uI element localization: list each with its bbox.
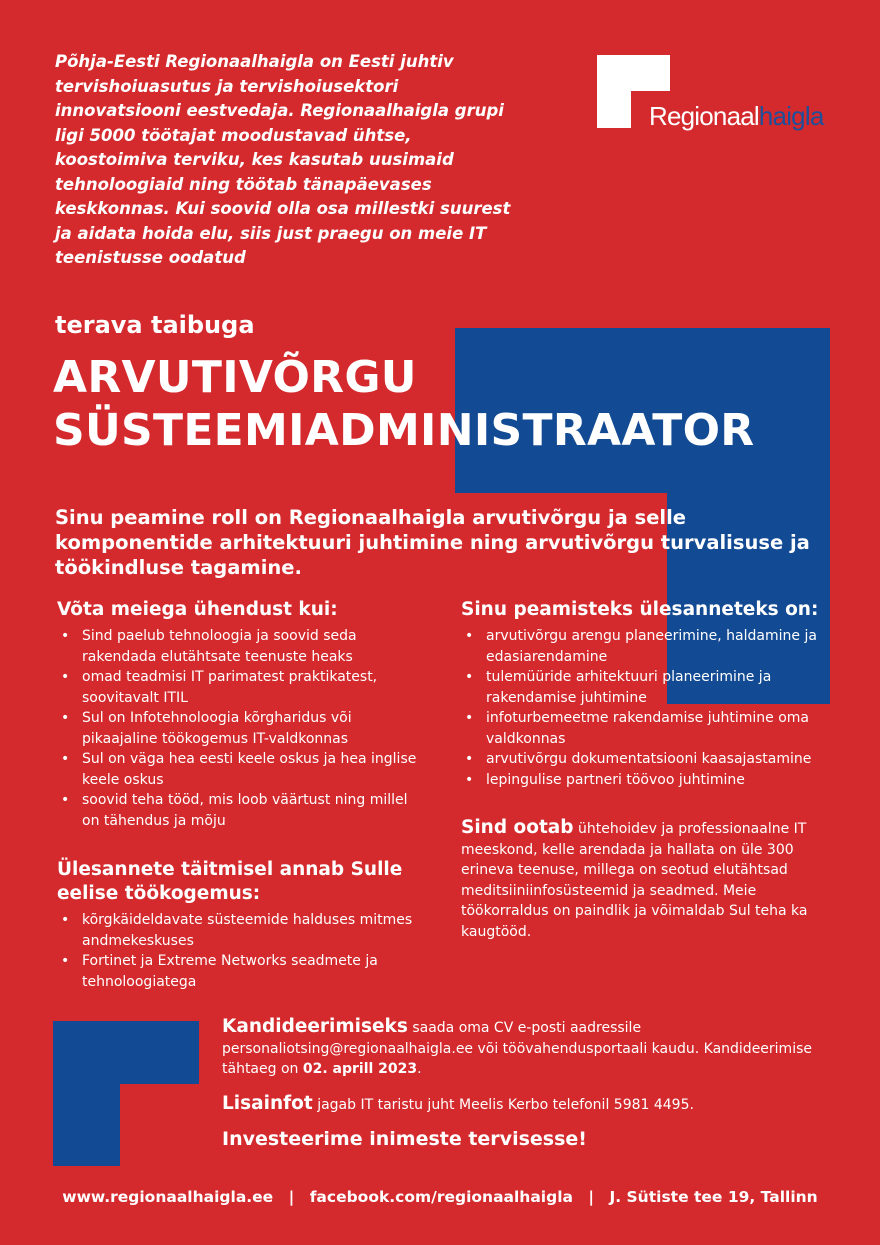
list-item: • Sind paelub tehnoloogia ja soovid seda rakendada elutähtsate teenuste heaks <box>82 626 427 667</box>
advantage-section <box>57 858 427 992</box>
offer-section <box>461 818 836 942</box>
contact-list <box>57 626 427 831</box>
list-item: • Fortinet ja Extreme Networks seadmete ja tehnoloogiatega <box>82 951 427 992</box>
apply-lead: Kandideerimiseks <box>222 1016 408 1037</box>
list-item: • omad teadmisi IT parimatest praktikatest, soovitavalt ITIL <box>82 667 427 708</box>
offer-text: ühtehoidev ja professionaalne IT meeskond, kelle arendada ja hallata on üle 300 erineva teenuse, millega on seotud elutähtsad meditsiiniinfosüsteemid ja seadmed. Meie töökorraldus on paindlik ja võimaldab Sul teha ka kaugtööd. <box>461 821 808 940</box>
facebook-link[interactable]: facebook.com/regionaalhaigla <box>309 1188 573 1206</box>
footer-separator: | <box>588 1188 595 1206</box>
list-item: • Sul on Infotehnoloogia kõrgharidus või pikaajaline töökogemus IT-valdkonnas <box>82 708 427 749</box>
apply-end: . <box>417 1061 422 1077</box>
info-paragraph <box>222 1094 842 1116</box>
apply-text: saada oma CV e-posti aadressile personaliotsing@regionaalhaigla.ee või töövahendusportaali kaudu. Kandideerimise tähtaeg on <box>222 1020 812 1077</box>
slogan: Investeerime inimeste tervisesse! <box>222 1128 587 1150</box>
role-description: Sinu peamine roll on Regionaalhaigla arvutivõrgu ja selle komponentide arhitektuuri juhtimine ning arvutivõrgu turvalisuse ja töökindluse tagamine. <box>55 506 810 579</box>
list-item: • soovid teha tööd, mis loob väärtust ning millel on tähendus ja mõju <box>82 790 427 831</box>
job-title <box>53 351 755 457</box>
contact-heading: Võta meiega ühendust kui: <box>57 599 338 620</box>
regionaalhaigla-logo <box>597 55 837 135</box>
subtitle: terava taibuga <box>55 311 255 339</box>
footer-separator: | <box>288 1188 295 1206</box>
logo-part1: Regionaal <box>649 101 759 131</box>
logo-part2: haigla <box>758 101 824 131</box>
job-title-line2: SÜSTEEMIADMINISTRAATOR <box>53 405 755 456</box>
tasks-list <box>461 626 846 790</box>
footer <box>0 1188 880 1206</box>
apply-section <box>222 1017 842 1150</box>
list-item: • lepingulise partneri töövoo juhtimine <box>486 770 846 791</box>
intro-text: Põhja-Eesti Regionaalhaigla on Eesti juhtiv tervishoiuasutus ja tervishoiusektori innovatsiooni eestvedaja. Regionaalhaigla grupi ligi 5000 töötajat moodustavad ühtse, koostoimiva terviku, kes kasutab uusimaid tehnoloogiaid ning töötab tänapäevases keskkonnas. Kui soovid olla osa millestki suurest ja aidata hoida elu, siis just praegu on meie IT teenistusse oodatud <box>55 52 511 267</box>
blue-decor-bottom-stem <box>53 1021 120 1166</box>
tasks-section <box>461 598 846 790</box>
list-item: • infoturbemeetme rakendamise juhtimine oma valdkonnas <box>486 708 846 749</box>
list-item: • Sul on väga hea eesti keele oskus ja hea inglise keele oskus <box>82 749 427 790</box>
advantage-list <box>57 910 427 992</box>
apply-paragraph <box>222 1017 842 1080</box>
address: J. Sütiste tee 19, Tallinn <box>609 1188 818 1206</box>
list-item: • kõrgkäideldavate süsteemide halduses mitmes andmekeskuses <box>82 910 427 951</box>
website-link[interactable]: www.regionaalhaigla.ee <box>62 1188 274 1206</box>
info-text: jagab IT taristu juht Meelis Kerbo telefonil 5981 4495. <box>312 1096 694 1113</box>
offer-lead: Sind ootab <box>461 817 574 838</box>
apply-deadline: 02. aprill 2023 <box>302 1061 418 1077</box>
advantage-heading: Ülesannete täitmisel annab Sulle eelise töökogemus: <box>57 859 403 904</box>
info-lead: Lisainfot <box>222 1092 313 1114</box>
tasks-heading: Sinu peamisteks ülesanneteks on: <box>461 599 819 620</box>
list-item: • arvutivõrgu arengu planeerimine, haldamine ja edasiarendamine <box>486 626 846 667</box>
list-item: • arvutivõrgu dokumentatsiooni kaasajastamine <box>486 749 846 770</box>
list-item: • tulemüüride arhitektuuri planeerimine ja rakendamise juhtimine <box>486 667 846 708</box>
contact-section <box>57 598 427 831</box>
logo-wordmark <box>647 101 825 132</box>
job-title-line1: ARVUTIVÕRGU <box>53 352 417 403</box>
